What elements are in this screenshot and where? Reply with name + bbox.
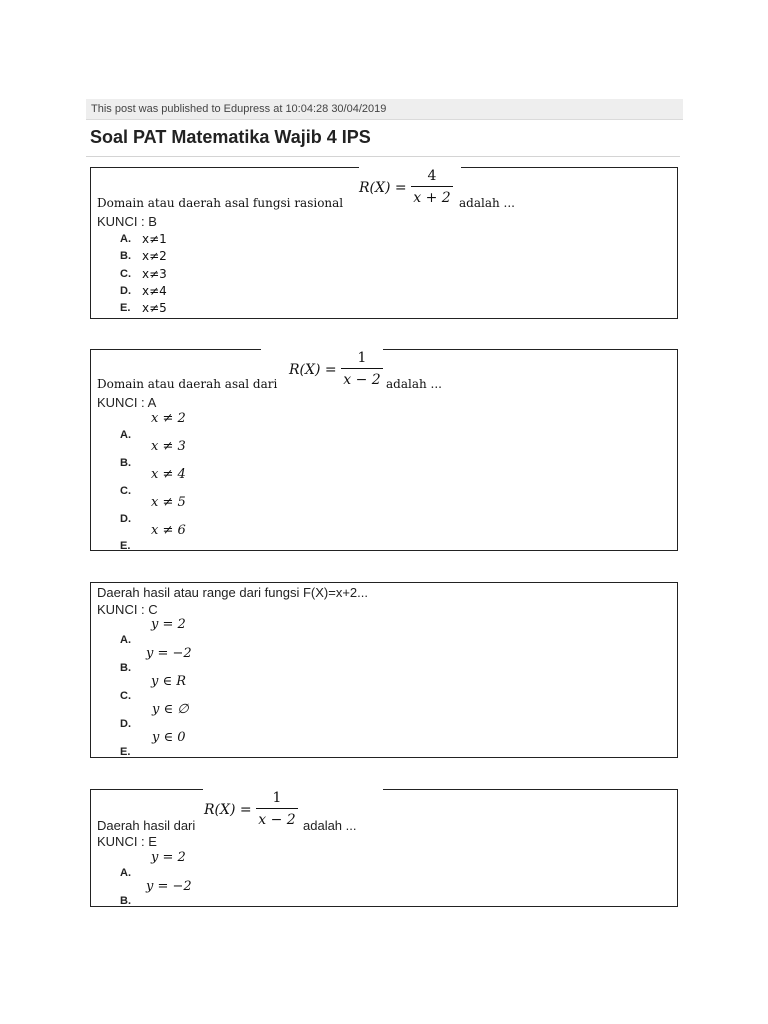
option-label: B. (120, 662, 131, 674)
question-4-key: KUNCI : E (97, 834, 157, 849)
option-label: D. (120, 513, 131, 525)
question-2-formula-lhs: R(X) = (289, 362, 337, 378)
option-math: y ∈ 0 (152, 730, 186, 745)
question-4-suffix: adalah ... (303, 818, 357, 833)
question-4 (90, 789, 678, 907)
publish-notice: This post was published to Edupress at 10:04:28 30/04/2019 (86, 99, 683, 120)
option-text: x≠4 (142, 284, 167, 298)
option-text: x≠2 (142, 249, 167, 263)
question-3-key: KUNCI : C (97, 602, 158, 617)
question-1-denominator: x + 2 (413, 190, 451, 206)
page-title: Soal PAT Matematika Wajib 4 IPS (90, 127, 371, 147)
option-math: x ≠ 3 (151, 439, 186, 454)
title-divider (86, 156, 680, 157)
question-1-suffix: adalah ... (459, 196, 515, 210)
option-label: C. (120, 485, 131, 497)
option-math: y ∈ ∅ (152, 702, 189, 717)
question-4-numerator: 1 (272, 790, 282, 806)
option-label: E. (120, 746, 131, 758)
question-4-text: Daerah hasil dari (97, 818, 196, 833)
option-label: A. (120, 429, 131, 441)
question-1-key: KUNCI : B (97, 214, 157, 229)
option-math: y = −2 (146, 879, 192, 894)
option-math: x ≠ 4 (151, 467, 186, 482)
question-4-fraction (256, 790, 298, 828)
option-math: x ≠ 5 (151, 495, 186, 510)
question-1-text: Domain atau daerah asal fungsi rasional (97, 196, 344, 210)
question-4-denominator: x − 2 (258, 812, 296, 828)
option-label: A. (120, 867, 131, 879)
question-3-text: Daerah hasil atau range dari fungsi F(X)=x+2... (97, 585, 368, 600)
question-1 (90, 167, 678, 319)
option-text: x≠3 (142, 267, 167, 281)
question-3 (90, 582, 678, 758)
fraction-bar (411, 186, 453, 187)
option-text: x≠5 (142, 301, 167, 315)
option-label: E. (120, 302, 131, 314)
question-2-fraction (341, 350, 383, 388)
option-label: B. (120, 457, 131, 469)
option-label: B. (120, 895, 131, 907)
question-2-suffix: adalah ... (386, 377, 442, 391)
option-label: C. (120, 268, 131, 280)
question-1-numerator: 4 (427, 168, 437, 184)
option-label: B. (120, 250, 131, 262)
option-label: C. (120, 690, 131, 702)
option-math: y = 2 (151, 850, 186, 865)
question-2 (90, 349, 678, 551)
question-2-denominator: x − 2 (343, 372, 381, 388)
option-math: x ≠ 2 (151, 411, 186, 426)
question-2-numerator: 1 (357, 350, 367, 366)
option-math: y = 2 (151, 617, 186, 632)
question-4-formula-lhs: R(X) = (204, 802, 252, 818)
option-label: D. (120, 718, 131, 730)
option-text: x≠1 (142, 232, 167, 246)
question-2-text: Domain atau daerah asal dari (97, 377, 278, 391)
question-2-key: KUNCI : A (97, 395, 157, 410)
option-label: E. (120, 540, 131, 552)
fraction-bar (341, 368, 383, 369)
option-label: A. (120, 634, 131, 646)
option-math: x ≠ 6 (151, 523, 186, 538)
option-label: D. (120, 285, 131, 297)
question-1-formula-lhs: R(X) = (359, 180, 407, 196)
fraction-bar (256, 808, 298, 809)
option-math: y ∈ R (151, 674, 187, 689)
question-1-fraction (411, 168, 453, 206)
option-math: y = −2 (146, 646, 192, 661)
option-label: A. (120, 233, 131, 245)
